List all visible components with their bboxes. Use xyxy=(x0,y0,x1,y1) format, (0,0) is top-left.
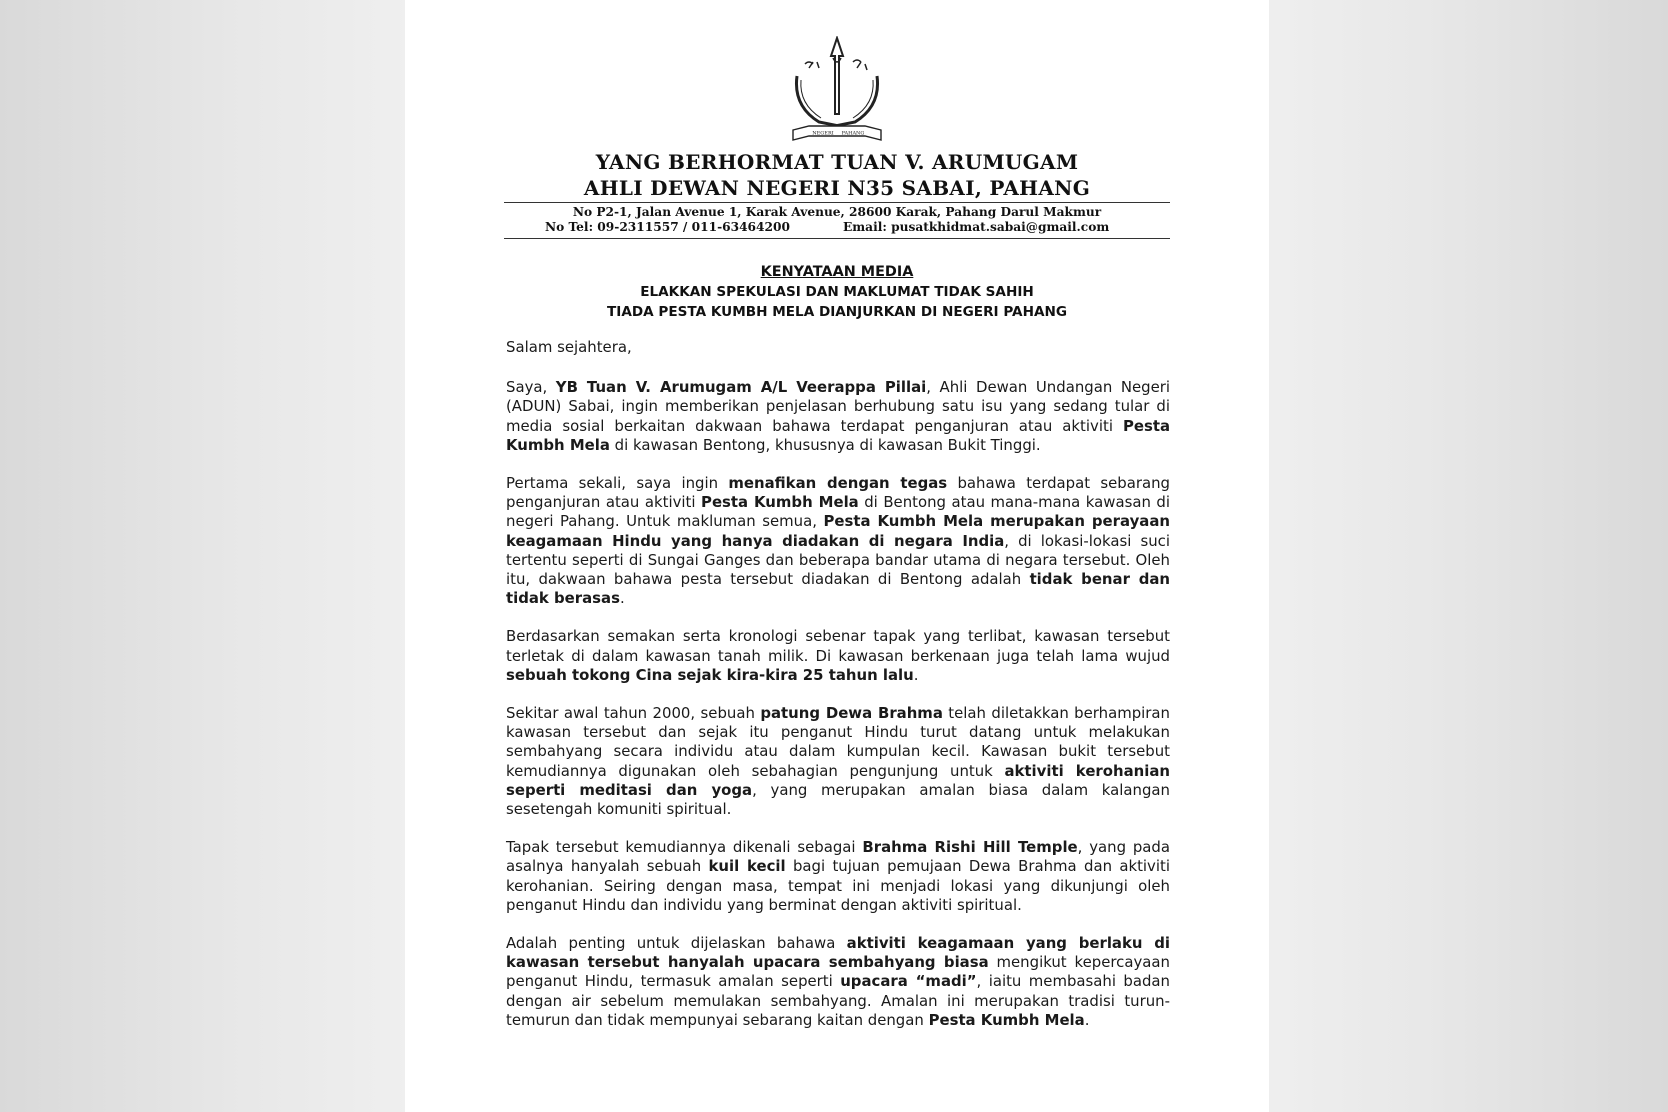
crest-banner-text-left: NEGERI xyxy=(812,130,834,137)
document-page xyxy=(405,0,1269,1112)
state-crest-emblem xyxy=(789,36,885,146)
paragraph-2: Pertama sekali, saya ingin menafikan dengan tegas bahawa terdapat sebarang penganjuran atau aktiviti Pesta Kumbh Mela di Bentong atau mana-mana kawasan di negeri Pahang. Untuk makluman semua, Pesta Kumbh Mela merupakan perayaan keagamaan Hindu yang hanya diadakan di negara India, di lokasi-lokasi suci tertentu seperti di Sungai Ganges dan beberapa bandar utama di negara tersebut. Oleh itu, dakwaan bahawa pesta tersebut diadakan di Bentong adalah tidak benar dan tidak berasas. xyxy=(506,474,1171,608)
letterhead-divider-bottom xyxy=(504,238,1170,239)
crest-banner-text-right: PAHANG xyxy=(841,130,865,137)
paragraph-1: Saya, YB Tuan V. Arumugam A/L Veerappa Pillai, Ahli Dewan Undangan Negeri (ADUN) Sabai, ingin memberikan penjelasan berhubung satu isu yang sedang tular di media sosial berkaitan dakwaan bahawa terdapat penganjuran atau aktiviti Pesta Kumbh Mela di kawasan Bentong, khususnya di kawasan Bukit Tinggi. xyxy=(506,378,1170,454)
statement-heading: KENYATAAN MEDIA xyxy=(760,264,914,280)
statement-subheading-1: ELAKKAN SPEKULASI DAN MAKLUMAT TIDAK SAHIH xyxy=(640,284,1034,300)
letterhead-subtitle: AHLI DEWAN NEGERI N35 SABAI, PAHANG xyxy=(583,176,1091,200)
statement-body xyxy=(506,338,1170,1049)
letterhead-divider-top xyxy=(504,202,1170,203)
paragraph-3: Berdasarkan semakan serta kronologi sebenar tapak yang terlibat, kawasan tersebut terletak di dalam kawasan tanah milik. Di kawasan berkenaan juga telah lama wujud sebuah tokong Cina sejak kira-kira 25 tahun lalu. xyxy=(506,627,1170,684)
letterhead-phone: No Tel: 09-2311557 / 011-63464200 xyxy=(545,220,790,234)
paragraph-6: Adalah penting untuk dijelaskan bahawa aktiviti keagamaan yang berlaku di kawasan tersebut hanyalah upacara sembahyang biasa mengikut kepercayaan penganut Hindu, termasuk amalan seperti upacara “madi”, iaitu membasahi badan dengan air sebelum memulakan sembahyang. Amalan ini merupakan tradisi turun-temurun dan tidak mempunyai sebarang kaitan dengan Pesta Kumbh Mela. xyxy=(506,934,1170,1029)
statement-subheading-2: TIADA PESTA KUMBH MELA DIANJURKAN DI NEGERI PAHANG xyxy=(606,304,1068,320)
paragraph-5: Tapak tersebut kemudiannya dikenali sebagai Brahma Rishi Hill Temple, yang pada asalnya hanyalah sebuah kuil kecil bagi tujuan pemujaan Dewa Brahma dan aktiviti kerohanian. Seiring dengan masa, tempat ini menjadi lokasi yang dikunjungi oleh penganut Hindu dan individu yang berminat dengan aktiviti spiritual. xyxy=(506,838,1170,914)
letterhead-title: YANG BERHORMAT TUAN V. ARUMUGAM xyxy=(595,150,1079,174)
blurred-backdrop-right xyxy=(1258,0,1668,1112)
letterhead-address: No P2-1, Jalan Avenue 1, Karak Avenue, 28600 Karak, Pahang Darul Makmur xyxy=(572,205,1102,219)
blurred-backdrop-left xyxy=(0,0,410,1112)
letterhead-email: Email: pusatkhidmat.sabai@gmail.com xyxy=(843,220,1110,234)
paragraph-4: Sekitar awal tahun 2000, sebuah patung Dewa Brahma telah diletakkan berhampiran kawasan tersebut dan sejak itu penganut Hindu turut datang untuk melakukan sembahyang secara individu atau dalam kumpulan kecil. Kawasan bukit tersebut kemudiannya digunakan oleh sebahagian pengunjung untuk aktiviti kerohanian seperti meditasi dan yoga, yang merupakan amalan biasa dalam kalangan sesetengah komuniti spiritual. xyxy=(506,704,1170,819)
greeting: Salam sejahtera, xyxy=(506,338,632,356)
